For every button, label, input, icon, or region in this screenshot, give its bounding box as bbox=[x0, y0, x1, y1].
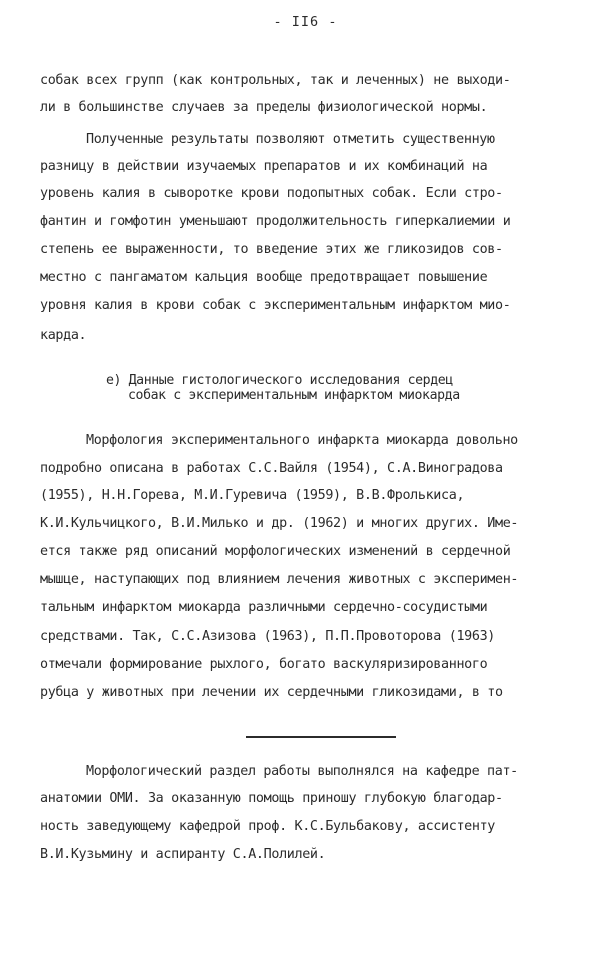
text-line: средствами. Так, С.С.Азизова (1963), П.П.Провоторова (1963) bbox=[40, 629, 495, 644]
text-line: отмечали формирование рыхлого, богато васкуляризированного bbox=[40, 657, 488, 672]
section-heading: е) Данные гистологического исследования сердец bbox=[106, 373, 453, 388]
text-line: Полученные результаты позволяют отметить существенную bbox=[86, 132, 495, 147]
footnote-line: В.И.Кузьмину и аспиранту С.А.Полилей. bbox=[40, 847, 326, 862]
text-line: уровня калия в крови собак с экспериментальным инфарктом мио- bbox=[40, 298, 511, 313]
footnote-line: Морфологический раздел работы выполнялся на кафедре пат- bbox=[86, 764, 518, 779]
text-line: степень ее выраженности, то введение этих же гликозидов сов- bbox=[40, 242, 503, 257]
text-line: собак всех групп (как контрольных, так и леченных) не выходи- bbox=[40, 73, 511, 88]
section-heading: собак с экспериментальным инфарктом миокарда bbox=[128, 388, 460, 403]
page-number: - II6 - bbox=[273, 14, 338, 30]
text-line: ется также ряд описаний морфологических изменений в сердечной bbox=[40, 544, 511, 559]
text-line: уровень калия в сыворотке крови подопытных собак. Если стро- bbox=[40, 186, 503, 201]
text-line: подробно описана в работах С.С.Вайля (1954), С.А.Виноградова bbox=[40, 461, 503, 476]
footnote-line: ность заведующему кафедрой проф. К.С.Бульбакову, ассистенту bbox=[40, 819, 495, 834]
footnote-divider bbox=[246, 736, 396, 738]
text-line: ли в большинстве случаев за пределы физиологической нормы. bbox=[40, 100, 488, 115]
text-line: карда. bbox=[40, 328, 87, 343]
text-line: рубца у животных при лечении их сердечными гликозидами, в то bbox=[40, 685, 503, 700]
text-line: (1955), Н.Н.Горева, М.И.Гуревича (1959), В.В.Фролькиса, bbox=[40, 488, 465, 503]
footnote-line: анатомии ОМИ. За оказанную помощь приношу глубокую благодар- bbox=[40, 791, 503, 806]
text-line: К.И.Кульчицкого, В.И.Милько и др. (1962) и многих других. Име- bbox=[40, 516, 519, 531]
text-line: местно с пангаматом кальция вообще предотвращает повышение bbox=[40, 270, 488, 285]
text-line: разницу в действии изучаемых препаратов и их комбинаций на bbox=[40, 159, 488, 174]
text-line: мышце, наступающих под влиянием лечения животных с эксперимен- bbox=[40, 572, 519, 587]
text-line: тальным инфарктом миокарда различными сердечно-сосудистыми bbox=[40, 600, 488, 615]
text-line: фантин и гомфотин уменьшают продолжительность гиперкалиемии и bbox=[40, 214, 511, 229]
text-line: Морфология экспериментального инфаркта миокарда довольно bbox=[86, 433, 518, 448]
